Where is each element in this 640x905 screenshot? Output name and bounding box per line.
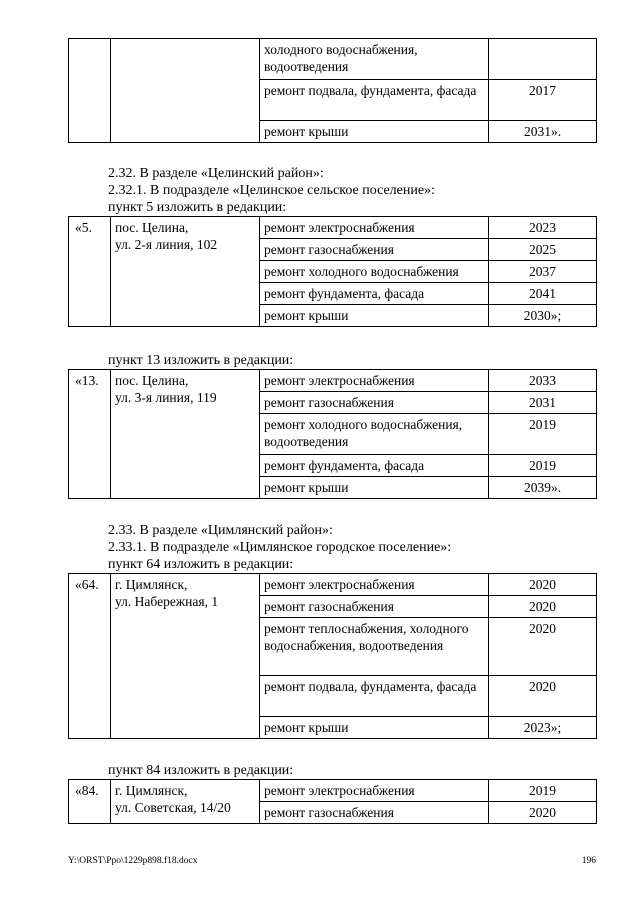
year-cell: 2020 <box>489 618 597 676</box>
year-cell: 2031». <box>489 121 597 143</box>
year-cell: 2023»; <box>489 717 597 739</box>
year-cell: 2019 <box>489 780 597 802</box>
item-5-table <box>68 216 597 327</box>
item-intro: пункт 13 изложить в редакции: <box>108 353 294 368</box>
top-continuation-table <box>68 38 597 143</box>
work-cell: ремонт холодного водоснабжения, водоотведения <box>260 414 489 455</box>
work-cell: холодного водоснабжения, водоотведения <box>260 39 489 80</box>
address-line: пос. Целина, <box>115 220 189 235</box>
year-cell: 2031 <box>489 392 597 414</box>
table-row <box>69 370 597 392</box>
footer-file-path: Y:\ORST\Ppo\1229p898.f18.docx <box>68 856 198 866</box>
work-cell: ремонт газоснабжения <box>260 392 489 414</box>
item-84-table <box>68 779 597 824</box>
item-number: «64. <box>69 574 111 739</box>
table-row <box>69 217 597 239</box>
work-cell: ремонт подвала, фундамента, фасада <box>260 80 489 121</box>
year-cell: 2041 <box>489 283 597 305</box>
address-line: ул. 2-я линия, 102 <box>115 237 218 252</box>
item-13-table <box>68 369 597 499</box>
address-line: г. Цимлянск, <box>115 577 188 592</box>
year-cell: 2019 <box>489 455 597 477</box>
year-cell: 2019 <box>489 414 597 455</box>
work-cell: ремонт газоснабжения <box>260 239 489 261</box>
num-cell <box>69 39 111 143</box>
work-cell: ремонт теплоснабжения, холодного водоснабжения, водоотведения <box>260 618 489 676</box>
year-cell <box>489 39 597 80</box>
work-cell: ремонт крыши <box>260 477 489 499</box>
table-row <box>69 780 597 802</box>
address-line: ул. Набережная, 1 <box>115 594 219 609</box>
year-cell: 2020 <box>489 676 597 717</box>
address-line: ул. Советская, 14/20 <box>115 800 231 815</box>
address-cell <box>111 574 260 739</box>
section-heading: 2.33. В разделе «Цимлянский район»: <box>108 523 333 538</box>
work-cell: ремонт газоснабжения <box>260 596 489 618</box>
item-intro: пункт 64 изложить в редакции: <box>108 557 294 572</box>
year-cell: 2020 <box>489 596 597 618</box>
work-cell: ремонт крыши <box>260 121 489 143</box>
subsection-heading: 2.33.1. В подразделе «Цимлянское городское поселение»: <box>108 540 452 555</box>
year-cell: 2017 <box>489 80 597 121</box>
work-cell: ремонт фундамента, фасада <box>260 455 489 477</box>
year-cell: 2039». <box>489 477 597 499</box>
year-cell: 2030»; <box>489 305 597 327</box>
address-line: г. Цимлянск, <box>115 783 188 798</box>
year-cell: 2037 <box>489 261 597 283</box>
section-heading: 2.32. В разделе «Целинский район»: <box>108 166 324 181</box>
work-cell: ремонт фундамента, фасада <box>260 283 489 305</box>
page-number: 196 <box>581 856 596 866</box>
address-cell <box>111 780 260 824</box>
subsection-heading: 2.32.1. В подразделе «Целинское сельское поселение»: <box>108 183 435 198</box>
work-cell: ремонт крыши <box>260 305 489 327</box>
table-row <box>69 574 597 596</box>
item-number: «5. <box>69 217 111 327</box>
item-64-table <box>68 573 597 739</box>
year-cell: 2020 <box>489 802 597 824</box>
work-cell: ремонт электроснабжения <box>260 780 489 802</box>
table-row <box>69 39 597 80</box>
item-intro: пункт 5 изложить в редакции: <box>108 200 287 215</box>
work-cell: ремонт газоснабжения <box>260 802 489 824</box>
work-cell: ремонт электроснабжения <box>260 217 489 239</box>
year-cell: 2033 <box>489 370 597 392</box>
address-cell <box>111 217 260 327</box>
year-cell: 2020 <box>489 574 597 596</box>
work-cell: ремонт подвала, фундамента, фасада <box>260 676 489 717</box>
address-line: пос. Целина, <box>115 373 189 388</box>
address-line: ул. 3-я линия, 119 <box>115 390 217 405</box>
work-cell: ремонт электроснабжения <box>260 574 489 596</box>
item-number: «84. <box>69 780 111 824</box>
item-intro: пункт 84 изложить в редакции: <box>108 763 294 778</box>
work-cell: ремонт холодного водоснабжения <box>260 261 489 283</box>
address-cell <box>111 370 260 499</box>
work-cell: ремонт крыши <box>260 717 489 739</box>
year-cell: 2025 <box>489 239 597 261</box>
address-cell <box>111 39 260 143</box>
work-cell: ремонт электроснабжения <box>260 370 489 392</box>
item-number: «13. <box>69 370 111 499</box>
year-cell: 2023 <box>489 217 597 239</box>
